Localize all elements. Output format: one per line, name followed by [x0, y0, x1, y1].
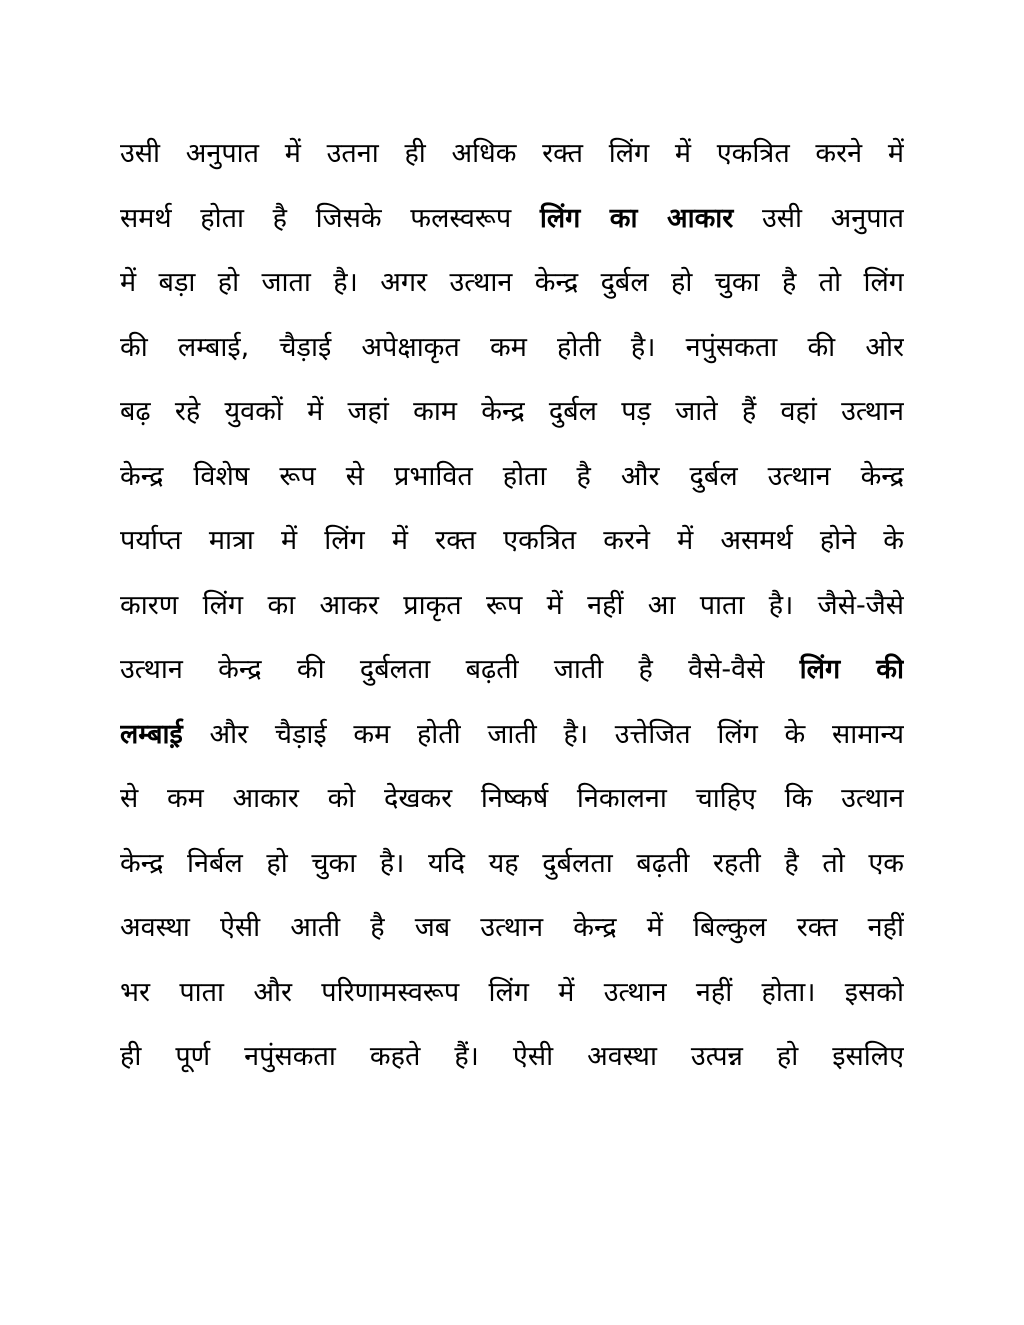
text-line [120, 122, 904, 187]
text-segment: उसी अनुपात [733, 202, 904, 234]
text-line [120, 896, 904, 961]
text-line [120, 445, 904, 510]
bold-text-segment: लिंग की [799, 654, 904, 685]
text-segment: समर्थ होता है जिसके फलस्वरूप [120, 202, 540, 234]
bold-text-segment: लम्बाई़ [120, 718, 183, 750]
text-line [120, 380, 904, 445]
document-body [120, 122, 904, 1090]
text-segment: केन्द्र विशेष रूप से प्रभावित होता है और दुर्बल उत्थान केन्द्र [120, 460, 904, 492]
text-segment: की लम्बाई, चैड़ाई अपेक्षाकृत कम होती है। नपुंसकता की ओर [120, 331, 904, 363]
text-line [120, 703, 904, 768]
text-segment: में बड़ा हो जाता है। अगर उत्थान केन्द्र दुर्बल हो चुका है तो लिंग [120, 267, 904, 298]
text-line [120, 1025, 904, 1090]
text-line [120, 832, 904, 897]
text-line [120, 767, 904, 832]
text-line [120, 187, 904, 252]
text-segment: और चैड़ाई कम होती जाती है। उत्तेजित लिंग के सामान्य [182, 718, 904, 750]
text-segment: भर पाता और परिणामस्वरूप लिंग में उत्थान नहीं होता। इसको [120, 976, 904, 1008]
text-segment: अवस्था ऐसी आती है जब उत्थान केन्द्र में बिल्कुल रक्त नहीं [120, 912, 904, 943]
text-segment: उसी अनुपात में उतना ही अधिक रक्त लिंग में एकत्रित करने में [120, 138, 904, 169]
text-segment: कारण लिंग का आकर प्राकृत रूप में नहीं आ पाता है। जैसे-जैसे [120, 589, 904, 621]
bold-text-segment: लिंग का आकार [539, 202, 734, 234]
text-segment: पर्याप्त मात्रा में लिंग में रक्त एकत्रित करने में असमर्थ होने के [120, 525, 904, 556]
text-segment: बढ़ रहे युवकों में जहां काम केन्द्र दुर्बल पड़ जाते हैं वहां उत्थान [120, 396, 904, 427]
text-segment: उत्थान केन्द्र की दुर्बलता बढ़ती जाती है वैसे-वैसे [120, 654, 800, 685]
text-line [120, 638, 904, 703]
text-segment: से कम आकार को देखकर निष्कर्ष निकालना चाहिए कि उत्थान [120, 783, 904, 814]
text-line [120, 961, 904, 1026]
text-line [120, 574, 904, 639]
text-line [120, 251, 904, 316]
text-line [120, 316, 904, 381]
text-segment: केन्द्र निर्बल हो चुका है। यदि यह दुर्बलता बढ़ती रहती है तो एक [120, 847, 904, 879]
text-segment: ही पूर्ण नपुंसकता कहते हैं। ऐसी अवस्था उत्पन्न हो इसलिए [120, 1041, 904, 1072]
text-line [120, 509, 904, 574]
